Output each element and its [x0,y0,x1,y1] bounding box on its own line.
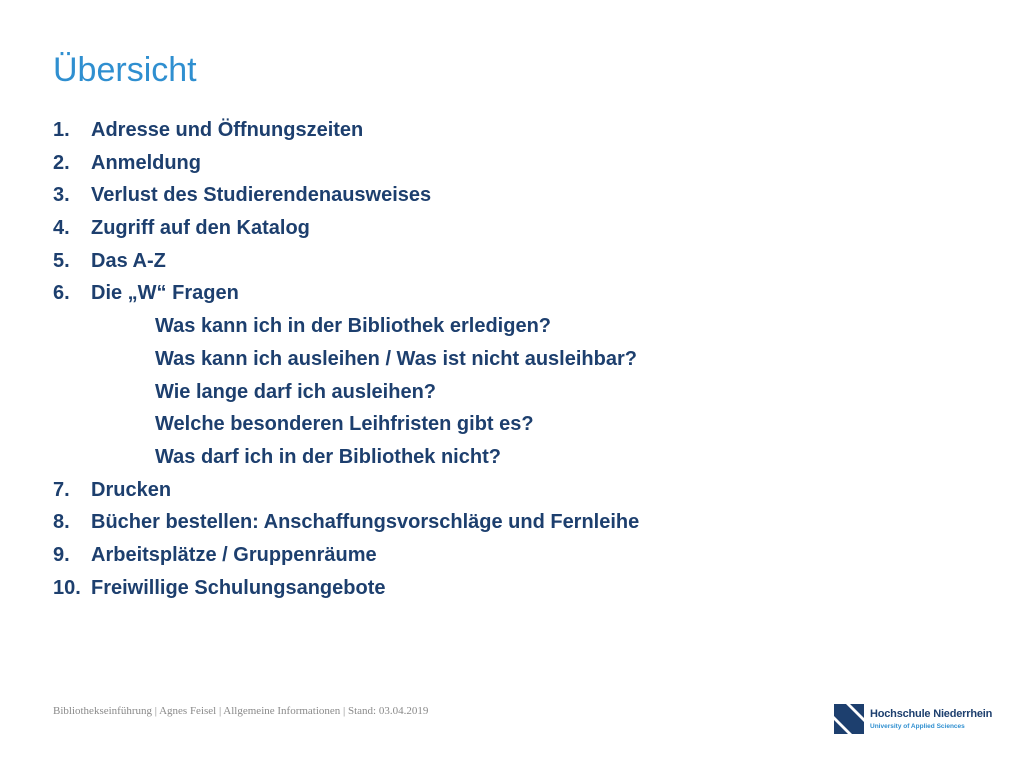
agenda-item-number: 8. [53,511,70,534]
agenda-item [53,212,639,245]
agenda-subitem [53,408,639,441]
agenda-item-label: Anmeldung [91,151,201,174]
agenda-item [53,474,639,507]
agenda-item-number: 2. [53,151,70,174]
agenda-item-number: 6. [53,282,70,305]
agenda-item [53,147,639,180]
agenda-item-number: 9. [53,543,70,566]
agenda-subitem [53,310,639,343]
agenda-subitem-label: Was kann ich ausleihen / Was ist nicht ausleihbar? [155,347,637,370]
agenda-subitem-label: Was darf ich in der Bibliothek nicht? [155,445,501,468]
agenda-item-number: 3. [53,184,70,207]
slide-title: Übersicht [53,51,197,89]
agenda-item-number: 4. [53,217,70,240]
hochschule-niederrhein-logo-icon [834,704,864,734]
agenda-item-label: Arbeitsplätze / Gruppenräume [91,543,377,566]
agenda-subitem [53,343,639,376]
agenda-item-label: Freiwillige Schulungsangebote [91,576,386,599]
agenda-item [53,506,639,539]
agenda-item [53,245,639,278]
agenda-item-label: Das A-Z [91,249,166,272]
agenda-subitem-label: Wie lange darf ich ausleihen? [155,380,436,403]
agenda-list [53,114,639,604]
university-logo [834,704,994,738]
agenda-item [53,277,639,310]
agenda-item-label: Die „W“ Fragen [91,282,239,305]
agenda-item-number: 7. [53,478,70,501]
agenda-item [53,179,639,212]
agenda-subitem [53,376,639,409]
agenda-item [53,114,639,147]
agenda-subitem-label: Welche besonderen Leihfristen gibt es? [155,413,534,436]
agenda-item-number: 5. [53,249,70,272]
agenda-item-label: Drucken [91,478,172,501]
agenda-item [53,539,639,572]
agenda-item-number: 1. [53,119,70,141]
agenda-item-label: Zugriff auf den Katalog [91,217,310,240]
agenda-item [53,572,639,605]
logo-name: Hochschule Niederrhein [870,708,993,720]
logo-subtitle: University of Applied Sciences [870,723,965,730]
agenda-item-label: Adresse und Öffnungszeiten [91,119,364,141]
agenda-item-label: Bücher bestellen: Anschaffungsvorschläge und Fernleihe [91,511,640,534]
footer-text: Bibliothekseinführung | Agnes Feisel | Allgemeine Informationen | Stand: 03.04.2019 [53,705,429,717]
agenda-item-label: Verlust des Studierendenausweises [91,184,432,207]
agenda-subitem [53,441,639,474]
agenda-item-number: 10. [53,576,81,599]
agenda-subitem-label: Was kann ich in der Bibliothek erledigen? [155,315,551,338]
